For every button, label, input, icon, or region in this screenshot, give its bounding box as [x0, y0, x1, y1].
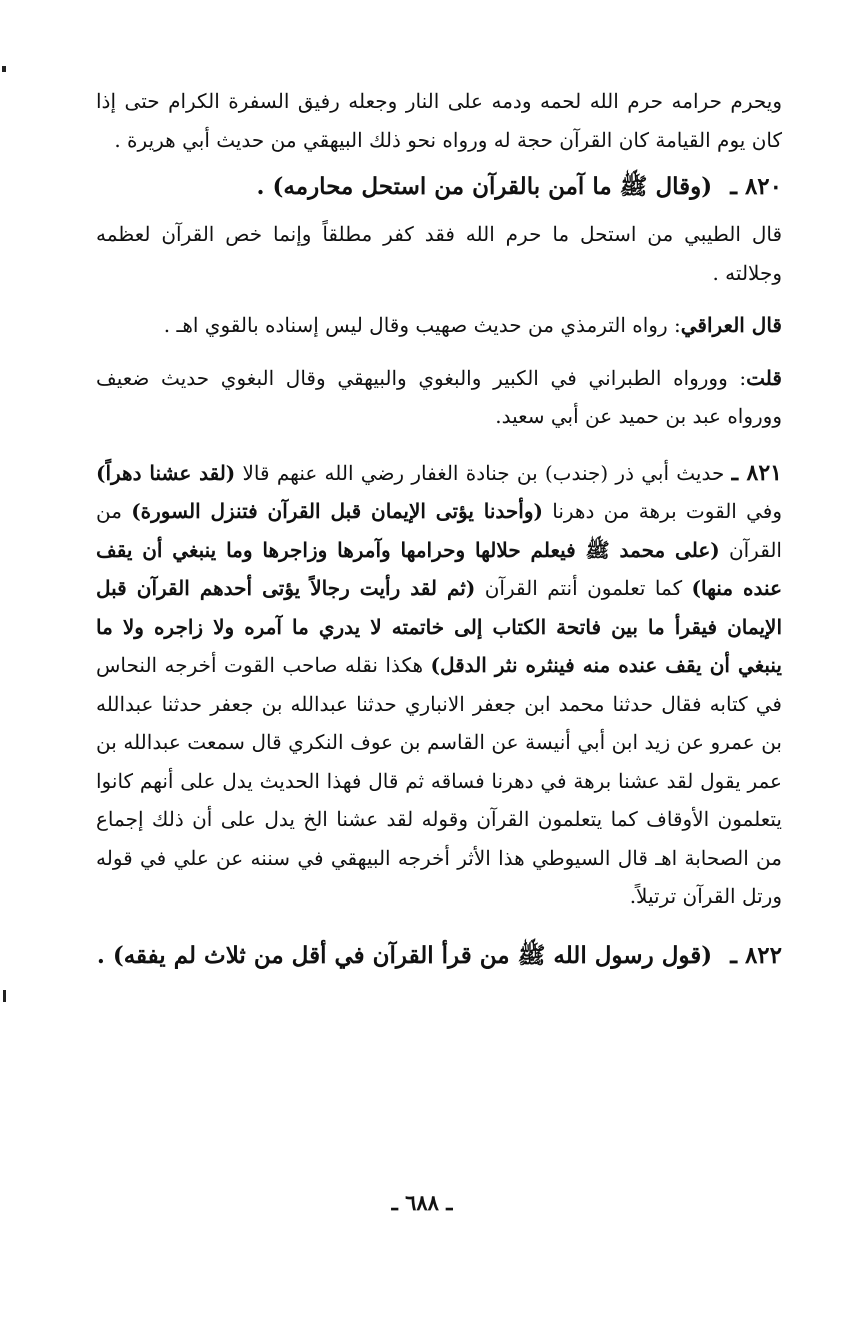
hadith-number: ٨٢١ ـ: [731, 459, 782, 486]
hadith-number: ٨٢٠ ـ: [730, 173, 782, 200]
quote-text: (ثم لقد رأيت رجالاً يؤتى أحدهم القرآن قبل الإيمان فيقرأ ما بين فاتحة الكتاب إلى خاتمته لا يدري ما آمره ولا زاجره ولا ما ينبغي أن يقف عنده منه فينثره نثر الدقل): [96, 576, 782, 677]
hadith-heading-822: [96, 934, 782, 978]
page-body: [96, 82, 782, 978]
paragraph-text: كما تعلمون أنتم القرآن: [475, 576, 692, 600]
paragraph-text: هكذا نقله صاحب القوت أخرجه النحاس في كتابه فقال حدثنا محمد ابن جعفر الانباري حدثنا عبدالله بن جعفر حدثنا عبدالله بن عمرو عن زيد ابن أبي أنيسة عن القاسم بن عوف النكري قال سمعت عبدالله بن عمر يقول لقد عشنا برهة في دهرنا فساقه ثم قال فهذا الحديث يدل على أنهم كانوا يتعلمون الأوقاف كما يتعلمون القرآن وقوله لقد عشنا الخ يدل على أن ذلك إجماع من الصحابة اهـ قال السيوطي هذا الأثر أخرجه البيهقي في سننه عن علي في قوله ورتل القرآن ترتيلاً.: [96, 653, 782, 908]
speaker-label: قلت: [746, 365, 782, 390]
paragraph-text: حديث أبي ذر (جندب) بن جنادة الغفار رضي الله عنهم قالا: [235, 460, 732, 485]
quote-text: (على محمد ﷺ فيعلم حلالها وحرامها وآمرها وزاجرها وما ينبغي أن يقف عنده منها): [96, 537, 783, 600]
paragraph-text: ويحرم حرامه حرم الله لحمه ودمه على النار وجعله رفيق السفرة الكرام حتى إذا كان يوم القيامة كان القرآن حجة له ورواه نحو ذلك البيهقي من حديث أبي هريرة .: [96, 89, 782, 152]
paragraph-text: : وورواه الطبراني في الكبير والبغوي والبيهقي وقال البغوي حديث ضعيف وورواه عبد بن حميد عن أبي سعيد.: [96, 365, 782, 428]
page-number: ـ ٦٨٨ ـ: [391, 1190, 453, 1215]
paragraph-tayyibi: [96, 215, 782, 292]
paragraph-text: قال الطيبي من استحل ما حرم الله فقد كفر مطلقاً وإنما خص القرآن لعظمه وجلالته .: [96, 222, 782, 285]
speaker-label: قال العراقي: [680, 313, 782, 337]
hadith-heading-820: [96, 165, 782, 209]
paragraph-text: من القرآن: [96, 499, 782, 562]
hadith-heading-text: (قول رسول الله ﷺ من قرأ القرآن في أقل من ثلاث لم يفقه) .: [96, 941, 713, 969]
quote-text: (وأحدنا يؤتى الإيمان قبل القرآن فتنزل السورة): [131, 499, 543, 523]
paragraph-continuation: [96, 82, 782, 159]
quote-text: (لقد عشنا دهراً): [96, 460, 236, 485]
hadith-heading-text: (وقال ﷺ ما آمن بالقرآن من استحل محارمه) .: [256, 173, 713, 200]
paragraph-qultu: [96, 359, 782, 436]
paragraph-text: وفي القوت برهة من دهرنا: [542, 499, 783, 523]
scan-artifact-mark: [2, 66, 6, 72]
paragraph-iraqi: [96, 306, 782, 345]
hadith-paragraph-821: [96, 454, 782, 916]
scan-artifact-mark: [3, 990, 6, 1002]
paragraph-text: : رواه الترمذي من حديث صهيب وقال ليس إسناده بالقوي اهـ .: [163, 313, 681, 337]
hadith-number: ٨٢٢ ـ: [730, 941, 782, 969]
